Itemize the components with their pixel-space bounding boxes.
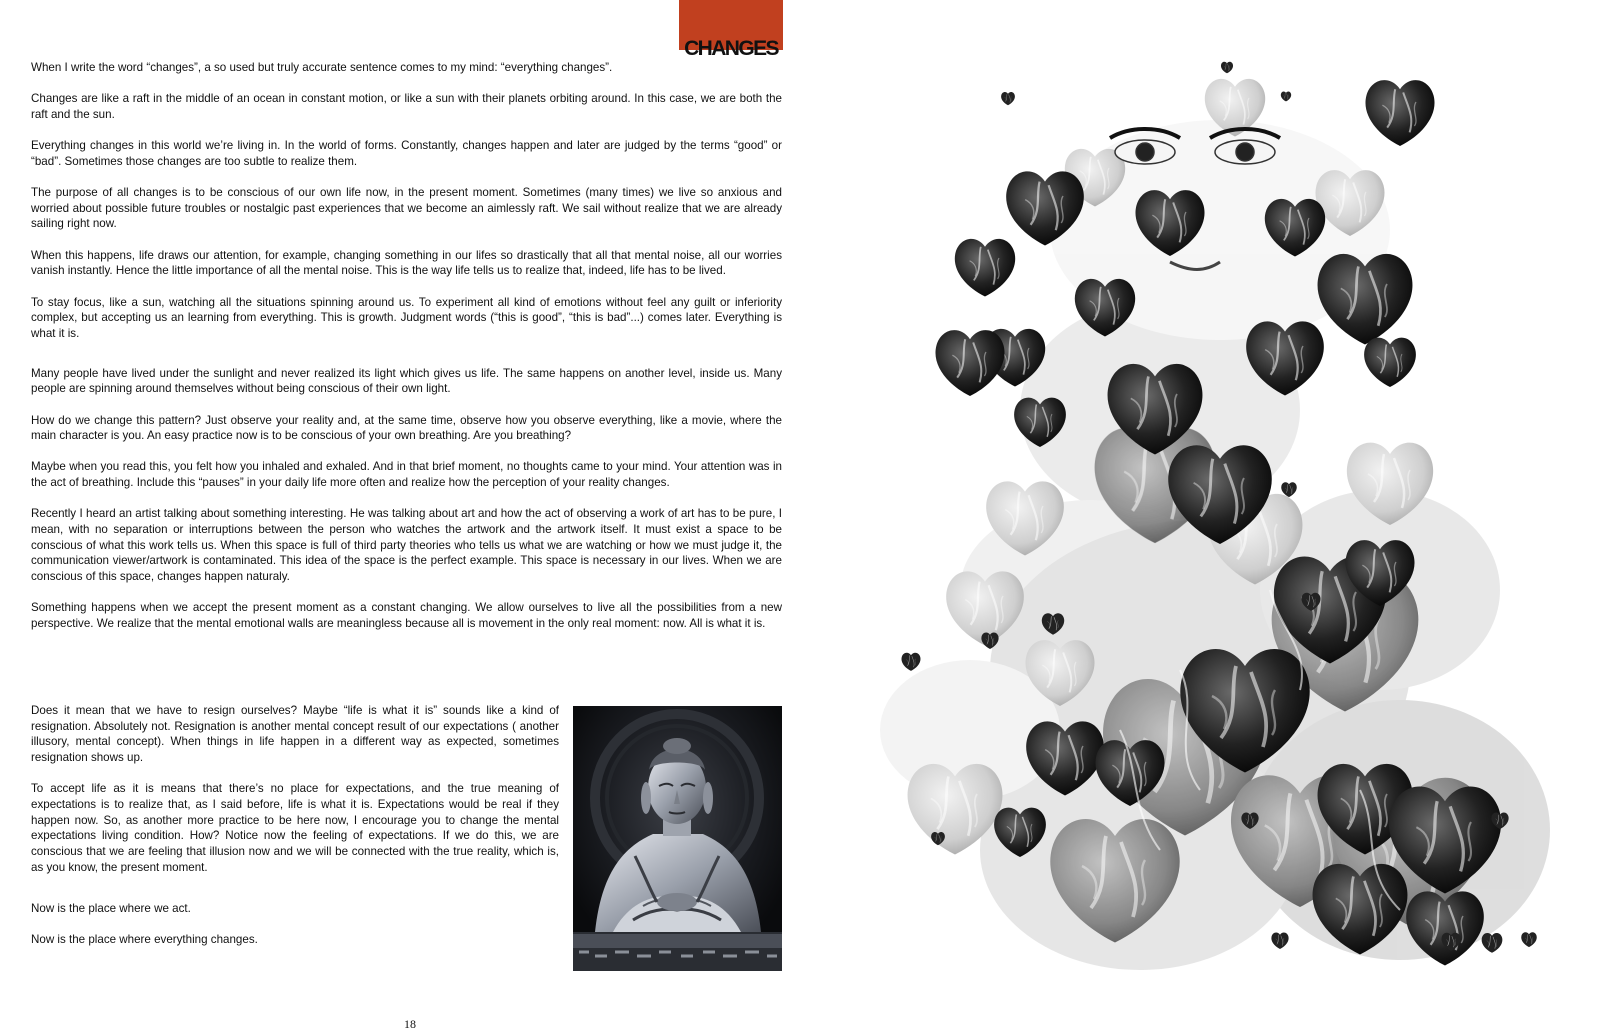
article-paragraph: When I write the word “changes”, a so used but truly accurate sentence comes to my mind: “everything changes”.: [31, 61, 613, 74]
closing-line: Now is the place where everything changes.: [31, 932, 258, 946]
article-paragraph: Recently I heard an artist talking about something interesting. He was talking about art and how the act of observing a work of art has to be pure, I mean, with no separation or interruptions between the person who watches the artwork and the artwork itself. It must exist a space to be conscious of what this work tells us. When this space is full of third party theories who tells us what we are watching or how we must judge it, the communication viewer/artwork is contaminated. This idea of the space is the perfect example. This space is necessary in our lives. When we are conscious of this space, changes happen naturaly.: [31, 507, 782, 584]
closing-line: Now is the place where we act.: [31, 901, 191, 915]
buddha-photo: [573, 706, 782, 971]
collage-artwork: [840, 30, 1600, 1030]
article-paragraph: Does it mean that we have to resign ourselves? Maybe “life is what it is” sounds like a kind of resignation. Absolutely not. Resignation is another mental concept result of our expectations ( another illusory, mental concept). When things in life happen in a different way as expected, sometimes resignation shows up.: [31, 704, 559, 765]
article-paragraph: To accept life as it is means that there’s no place for expectations, and the true meaning of expectations is to realize that, as I said before, life is what it is. Expectations would be real if they happen now. So, as another more practice to be here now, I encourage you to change the mental expectations living condition. How? Notice now the feeling of expectations. If we do this, we are conscious that we are feeling that illusion now and we will be connected with the true reality, which is, as you know, the present moment.: [31, 782, 559, 874]
buddha-statue-illustration: [573, 706, 782, 971]
article-paragraph: How do we change this pattern? Just observe your reality and, at the same time, observe how you observe everything, like a movie, where the main character is you. An easy practice now is to be conscious of your own breathing. Are you breathing?: [31, 413, 782, 443]
left-page: [0, 0, 800, 1033]
article-body: [31, 60, 782, 647]
article-paragraph: Something happens when we accept the present moment as a constant changing. We allow ourselves to live all the possibilities from a new perspective. We realize that the mental emotional walls are meaningless because all is movement in the only real moment: now. All is what it is.: [31, 601, 782, 631]
hearts-face-collage: [840, 30, 1600, 1030]
article-paragraph: Many people have lived under the sunlight and never realized its light which gives us life. The same happens on another level, inside us. Many people are spinning around themselves without being conscious of their own light.: [31, 366, 782, 396]
article-paragraph: When this happens, life draws our attention, for example, changing something in our lifes so drastically that all that mental noise, all our worries vanish instantly. Hence the little importance of all the mental noise. This is the way life tells us to realize that, indeed, life has to be lived.: [31, 248, 782, 278]
article-paragraph: Changes are like a raft in the middle of an ocean in constant motion, or like a sun with their planets orbiting around. In this case, we are both the raft and the sun.: [31, 92, 782, 121]
title-block: [679, 0, 783, 62]
article-body-wrapped: [31, 703, 559, 963]
page-title: CHANGES: [684, 37, 778, 60]
article-paragraph: Everything changes in this world we’re living in. In the world of forms. Constantly, changes happen and later are judged by the terms “good” or “bad”. Sometimes those changes are too subtle to realize them.: [31, 139, 782, 168]
article-paragraph: To stay focus, like a sun, watching all the situations spinning around us. To experiment all kind of emotions without feel any guilt or inferiority complex, but accepting us an learning from everything. This is growth. Judgment words (“this is good”, “this is bad”...) comes later. Everything is what it is.: [31, 295, 782, 340]
article-paragraph: Maybe when you read this, you felt how you inhaled and exhaled. And in that brief moment, no thoughts came to your mind. Your attention was in the act of breathing. Include this “pauses” in your daily life more often and realize how the perception of your reality changes.: [31, 460, 782, 490]
page-number: 18: [404, 1017, 416, 1031]
article-paragraph: The purpose of all changes is to be conscious of our own life now, in the present moment. Sometimes (many times) we live so anxious and worried about possible future troubles or nostalgic past experiences that we become an aimlessly raft. We sail without realize that we are already sailing right now.: [31, 186, 782, 231]
